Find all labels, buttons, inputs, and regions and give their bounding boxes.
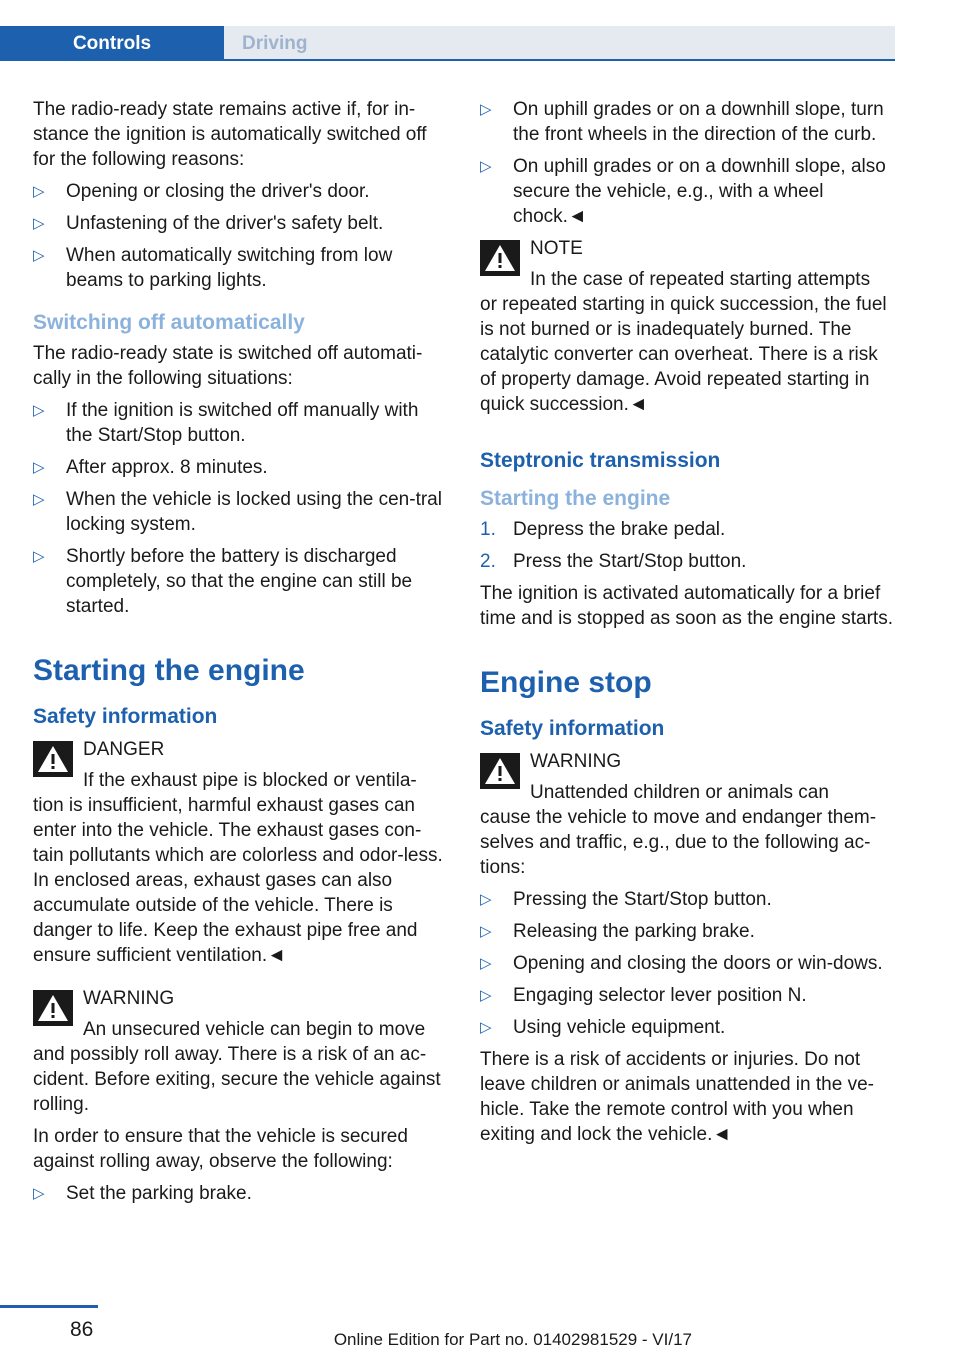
list-item: ▷ When the vehicle is locked using the cen-tral locking system. (33, 487, 448, 537)
left-column (33, 97, 448, 1213)
footer-rule (0, 1305, 98, 1308)
list-item: ▷ Engaging selector lever position N. (480, 983, 895, 1008)
starting-steps (480, 517, 895, 574)
tab-driving[interactable] (224, 26, 895, 59)
secure-vehicle-list-continued (480, 97, 895, 229)
warning-triangle-icon (33, 990, 73, 1026)
warning-notice (33, 986, 448, 1117)
warning-triangle-icon (480, 240, 520, 276)
warning-text: and possibly roll away. There is a risk of an ac-cident. Before exiting, secure the vehicle against rolling. (33, 1044, 441, 1115)
step-text: Press the Start/Stop button. (513, 551, 747, 572)
note-text: or repeated starting in quick succession, the fuel is not burned or is inadequately burned. The catalytic converter can overheat. There is a risk of property damage. Avoid repeated starting in quick succession.◄ (480, 294, 887, 415)
list-item: ▷ Shortly before the battery is discharged completely, so that the engine can still be started. (33, 544, 448, 619)
warning-triangle-icon (33, 741, 73, 777)
switching-off-list (33, 398, 448, 619)
list-item: ▷ If the ignition is switched off manually with the Start/Stop button. (33, 398, 448, 448)
step-number: 1. (480, 519, 496, 540)
list-item: ▷ Unfastening of the driver's safety belt. (33, 211, 448, 236)
list-item: ▷ Set the parking brake. (33, 1181, 448, 1206)
warning-label: WARNING (530, 751, 622, 772)
list-item: ▷ Opening and closing the doors or win-dows. (480, 951, 895, 976)
step-item (480, 549, 895, 574)
ignition-text: The ignition is activated automatically for a brief time and is stopped as soon as the engine starts. (480, 583, 893, 629)
list-item: ▷ On uphill grades or on a downhill slope, turn the front wheels in the direction of the curb. (480, 97, 895, 147)
safety-information-heading: Safety information (480, 717, 665, 740)
list-item: ▷ Opening or closing the driver's door. (33, 179, 448, 204)
actions-list (480, 887, 895, 1040)
header-rule (0, 59, 895, 61)
tab-controls[interactable]: Controls (0, 26, 224, 61)
danger-text-first: If the exhaust pipe is blocked or ventila- (83, 770, 417, 791)
warning-text: cause the vehicle to move and endanger them-selves and traffic, e.g., due to the following ac-tions: (480, 807, 877, 878)
step-item (480, 517, 895, 542)
radio-ready-reasons (33, 179, 448, 293)
danger-notice (33, 737, 448, 968)
steptronic-heading: Steptronic transmission (480, 449, 721, 472)
note-notice (480, 236, 895, 417)
step-text: Depress the brake pedal. (513, 519, 726, 540)
safety-information-heading: Safety information (33, 705, 218, 728)
note-text-first: In the case of repeated starting attempts (530, 269, 871, 290)
switching-off-heading: Switching off automatically (33, 311, 305, 334)
danger-label: DANGER (83, 739, 165, 760)
starting-engine-title: Starting the engine (33, 654, 305, 687)
engine-stop-title: Engine stop (480, 666, 652, 699)
switching-off-text: The radio-ready state is switched off automati-cally in the following situations: (33, 343, 423, 389)
starting-engine-subheading: Starting the engine (480, 487, 671, 510)
danger-text: tion is insufficient, harmful exhaust gases can enter into the vehicle. The exhaust gases con-tain pollutants which are colorless and odor-less. In enclosed areas, exhaust gases can also accumulate outside of the vehicle. There is danger to life. Keep the exhaust pipe free and ensure sufficient ventilation.◄ (33, 795, 443, 966)
secure-vehicle-text: In order to ensure that the vehicle is secured against rolling away, observe the following: (33, 1126, 408, 1172)
list-item: ▷ On uphill grades or on a downhill slope, also secure the vehicle, e.g., with a wheel chock.◄ (480, 154, 895, 229)
warning-label: WARNING (83, 988, 175, 1009)
list-item: ▷ Using vehicle equipment. (480, 1015, 895, 1040)
edition-info: Online Edition for Part no. 01402981529 - VI/17 (333, 1330, 692, 1349)
radio-ready-intro: The radio-ready state remains active if, for in-stance the ignition is automatically switched off for the following reasons: (33, 99, 427, 170)
note-label: NOTE (530, 238, 583, 259)
tab-driving-label: Driving (242, 33, 308, 54)
chapter-header (0, 0, 895, 62)
secure-vehicle-list (33, 1181, 448, 1206)
warning-notice (480, 749, 895, 880)
warning-text-first: Unattended children or animals can (530, 782, 829, 803)
list-item: ▷ After approx. 8 minutes. (33, 455, 448, 480)
step-number: 2. (480, 551, 496, 572)
right-column (480, 97, 895, 1154)
risk-text: There is a risk of accidents or injuries. Do not leave children or animals unattended in the ve-hicle. Take the remote control with you when exiting and lock the vehicle.◄ (480, 1049, 874, 1145)
warning-text-first: An unsecured vehicle can begin to move (83, 1019, 426, 1040)
list-item: ▷ Releasing the parking brake. (480, 919, 895, 944)
list-item: ▷ When automatically switching from low beams to parking lights. (33, 243, 448, 293)
warning-triangle-icon (480, 753, 520, 789)
page-number: 86 (70, 1318, 94, 1341)
list-item: ▷ Pressing the Start/Stop button. (480, 887, 895, 912)
